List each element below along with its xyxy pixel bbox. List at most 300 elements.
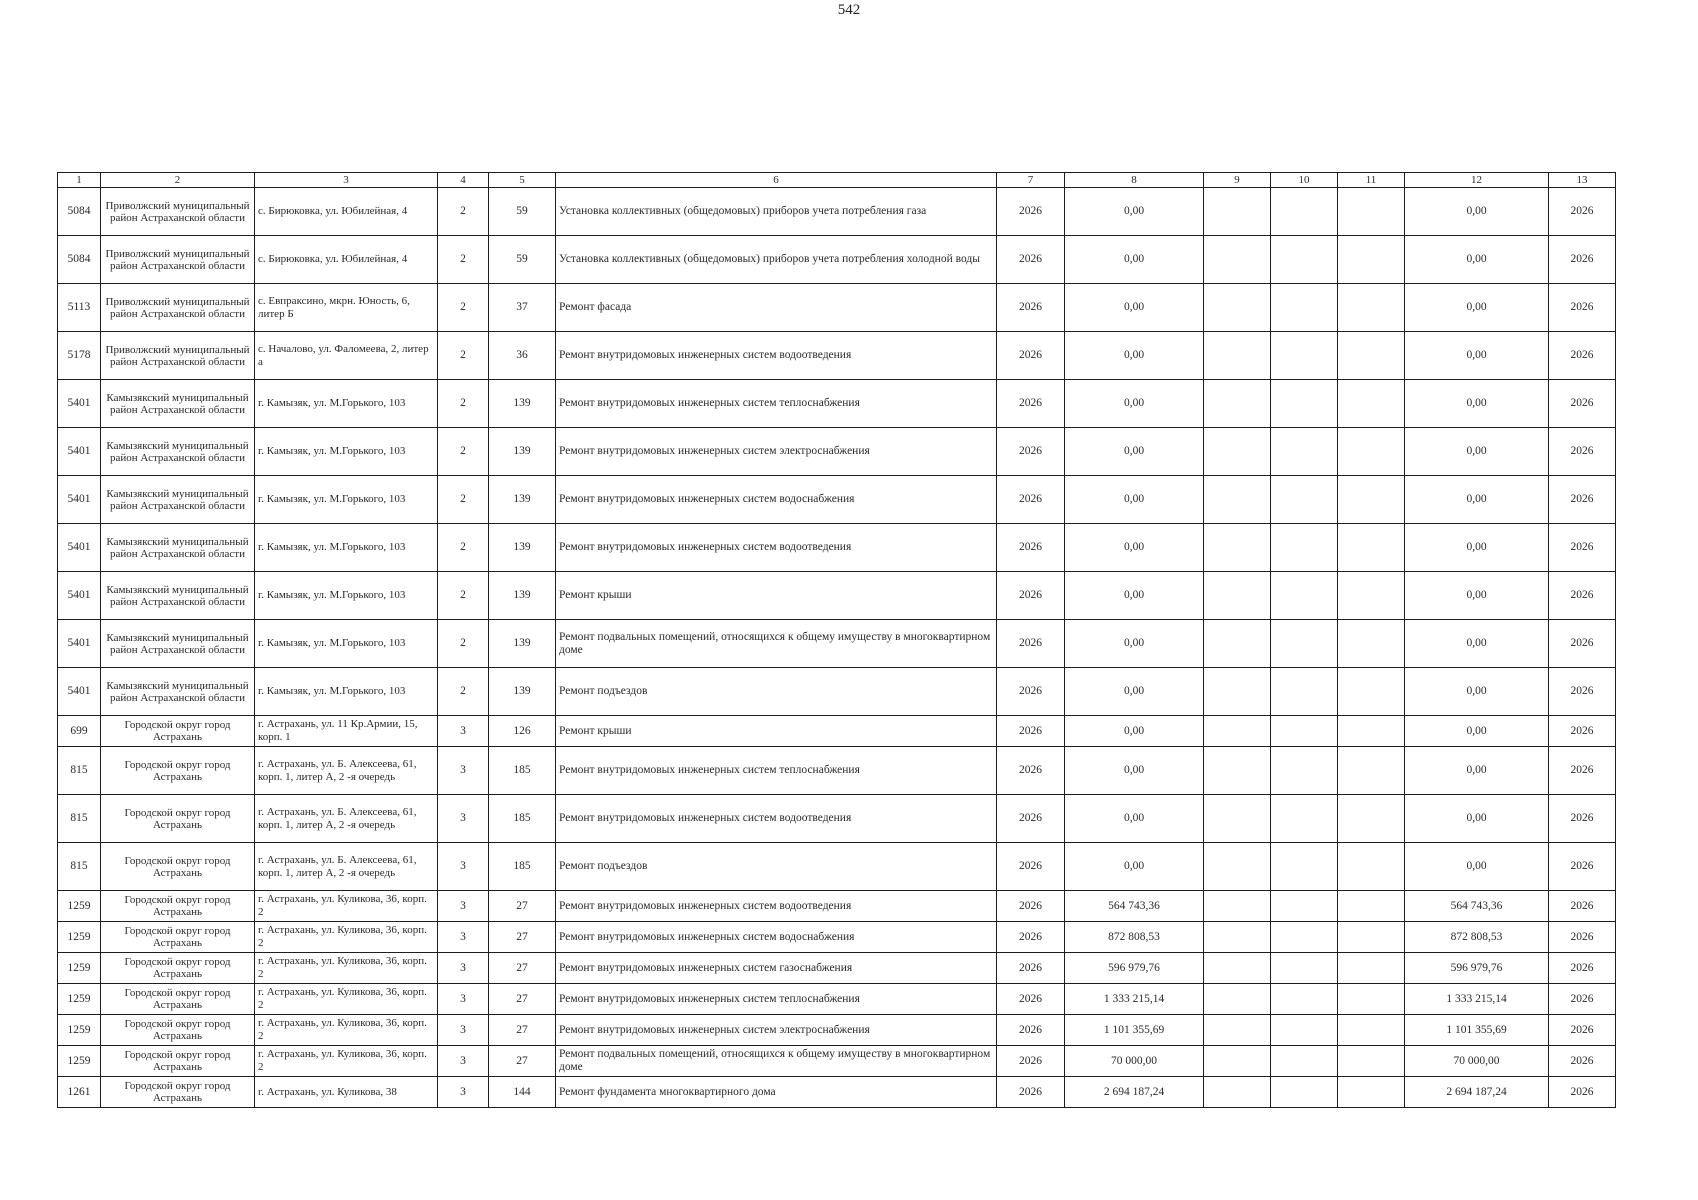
number-cell: 139	[489, 524, 556, 572]
table-row	[58, 716, 1616, 747]
table-row	[58, 843, 1616, 891]
number-cell: 144	[489, 1077, 556, 1108]
municipality-cell: Городской округ город Астрахань	[101, 795, 255, 843]
empty-cell	[1338, 428, 1405, 476]
empty-cell	[1204, 524, 1271, 572]
empty-cell	[1204, 236, 1271, 284]
empty-cell	[1338, 716, 1405, 747]
group-cell: 3	[438, 1015, 489, 1046]
total-cell: 564 743,36	[1405, 891, 1549, 922]
record-id: 699	[58, 716, 101, 747]
empty-cell	[1271, 747, 1338, 795]
address-cell: г. Астрахань, ул. Куликова, 36, корп. 2	[255, 922, 438, 953]
work-type-cell: Ремонт внутридомовых инженерных систем электроснабжения	[556, 1015, 997, 1046]
empty-cell	[1271, 922, 1338, 953]
number-cell: 139	[489, 380, 556, 428]
total-cell: 0,00	[1405, 236, 1549, 284]
empty-cell	[1271, 332, 1338, 380]
deadline-cell: 2026	[1549, 332, 1616, 380]
cost-cell: 0,00	[1065, 620, 1204, 668]
group-cell: 3	[438, 922, 489, 953]
number-cell: 27	[489, 891, 556, 922]
municipality-cell: Городской округ город Астрахань	[101, 922, 255, 953]
column-header: 1	[58, 173, 101, 188]
total-cell: 0,00	[1405, 843, 1549, 891]
empty-cell	[1338, 843, 1405, 891]
table-row	[58, 747, 1616, 795]
table-row	[58, 572, 1616, 620]
column-header: 5	[489, 173, 556, 188]
number-cell: 185	[489, 747, 556, 795]
deadline-cell: 2026	[1549, 891, 1616, 922]
group-cell: 2	[438, 428, 489, 476]
address-cell: г. Камызяк, ул. М.Горького, 103	[255, 380, 438, 428]
empty-cell	[1271, 843, 1338, 891]
column-header: 6	[556, 173, 997, 188]
table-row	[58, 795, 1616, 843]
number-cell: 139	[489, 428, 556, 476]
year-cell: 2026	[997, 332, 1065, 380]
number-cell: 27	[489, 953, 556, 984]
work-type-cell: Установка коллективных (общедомовых) приборов учета потребления холодной воды	[556, 236, 997, 284]
cost-cell: 0,00	[1065, 524, 1204, 572]
group-cell: 2	[438, 524, 489, 572]
year-cell: 2026	[997, 795, 1065, 843]
year-cell: 2026	[997, 428, 1065, 476]
deadline-cell: 2026	[1549, 1046, 1616, 1077]
address-cell: г. Камызяк, ул. М.Горького, 103	[255, 620, 438, 668]
address-cell: г. Астрахань, ул. Б. Алексеева, 61, корп. 1, литер А, 2 -я очередь	[255, 747, 438, 795]
empty-cell	[1204, 1046, 1271, 1077]
record-id: 5401	[58, 428, 101, 476]
year-cell: 2026	[997, 891, 1065, 922]
municipality-cell: Городской округ город Астрахань	[101, 984, 255, 1015]
column-header: 11	[1338, 173, 1405, 188]
empty-cell	[1204, 747, 1271, 795]
record-id: 815	[58, 843, 101, 891]
cost-cell: 0,00	[1065, 188, 1204, 236]
total-cell: 0,00	[1405, 747, 1549, 795]
deadline-cell: 2026	[1549, 1015, 1616, 1046]
cost-cell: 0,00	[1065, 716, 1204, 747]
table-row	[58, 891, 1616, 922]
work-type-cell: Ремонт внутридомовых инженерных систем водоотведения	[556, 891, 997, 922]
empty-cell	[1338, 668, 1405, 716]
year-cell: 2026	[997, 524, 1065, 572]
group-cell: 2	[438, 284, 489, 332]
column-header: 3	[255, 173, 438, 188]
total-cell: 0,00	[1405, 572, 1549, 620]
total-cell: 1 101 355,69	[1405, 1015, 1549, 1046]
municipality-cell: Приволжский муниципальный район Астраханской области	[101, 236, 255, 284]
empty-cell	[1271, 795, 1338, 843]
address-cell: г. Камызяк, ул. М.Горького, 103	[255, 668, 438, 716]
empty-cell	[1338, 891, 1405, 922]
empty-cell	[1338, 188, 1405, 236]
cost-cell: 0,00	[1065, 476, 1204, 524]
work-type-cell: Ремонт подвальных помещений, относящихся к общему имуществу в многоквартирном доме	[556, 620, 997, 668]
empty-cell	[1271, 476, 1338, 524]
number-cell: 36	[489, 332, 556, 380]
address-cell: г. Астрахань, ул. Б. Алексеева, 61, корп. 1, литер А, 2 -я очередь	[255, 795, 438, 843]
group-cell: 3	[438, 891, 489, 922]
year-cell: 2026	[997, 668, 1065, 716]
deadline-cell: 2026	[1549, 953, 1616, 984]
record-id: 1259	[58, 1046, 101, 1077]
deadline-cell: 2026	[1549, 843, 1616, 891]
work-type-cell: Установка коллективных (общедомовых) приборов учета потребления газа	[556, 188, 997, 236]
deadline-cell: 2026	[1549, 984, 1616, 1015]
empty-cell	[1338, 524, 1405, 572]
group-cell: 3	[438, 1046, 489, 1077]
table-row	[58, 332, 1616, 380]
number-cell: 139	[489, 620, 556, 668]
group-cell: 2	[438, 380, 489, 428]
deadline-cell: 2026	[1549, 236, 1616, 284]
column-header: 13	[1549, 173, 1616, 188]
address-cell: с. Началово, ул. Фаломеева, 2, литер а	[255, 332, 438, 380]
record-id: 5401	[58, 668, 101, 716]
record-id: 5084	[58, 188, 101, 236]
work-type-cell: Ремонт внутридомовых инженерных систем водоотведения	[556, 524, 997, 572]
table-row	[58, 188, 1616, 236]
cost-cell: 0,00	[1065, 236, 1204, 284]
municipality-cell: Приволжский муниципальный район Астраханской области	[101, 284, 255, 332]
work-type-cell: Ремонт фундамента многоквартирного дома	[556, 1077, 997, 1108]
total-cell: 1 333 215,14	[1405, 984, 1549, 1015]
work-type-cell: Ремонт внутридомовых инженерных систем водоотведения	[556, 795, 997, 843]
empty-cell	[1338, 1015, 1405, 1046]
cost-cell: 596 979,76	[1065, 953, 1204, 984]
empty-cell	[1204, 953, 1271, 984]
address-cell: г. Астрахань, ул. Куликова, 36, корп. 2	[255, 1046, 438, 1077]
number-cell: 185	[489, 843, 556, 891]
work-type-cell: Ремонт крыши	[556, 572, 997, 620]
table-row	[58, 476, 1616, 524]
work-type-cell: Ремонт подвальных помещений, относящихся к общему имуществу в многоквартирном доме	[556, 1046, 997, 1077]
total-cell: 0,00	[1405, 795, 1549, 843]
empty-cell	[1271, 953, 1338, 984]
record-id: 1259	[58, 922, 101, 953]
municipality-cell: Камызякский муниципальный район Астраханской области	[101, 428, 255, 476]
deadline-cell: 2026	[1549, 284, 1616, 332]
year-cell: 2026	[997, 984, 1065, 1015]
total-cell: 0,00	[1405, 284, 1549, 332]
year-cell: 2026	[997, 1046, 1065, 1077]
municipality-cell: Городской округ город Астрахань	[101, 747, 255, 795]
empty-cell	[1338, 380, 1405, 428]
cost-cell: 1 333 215,14	[1065, 984, 1204, 1015]
empty-cell	[1271, 1046, 1338, 1077]
address-cell: г. Астрахань, ул. Куликова, 38	[255, 1077, 438, 1108]
cost-cell: 70 000,00	[1065, 1046, 1204, 1077]
address-cell: с. Бирюковка, ул. Юбилейная, 4	[255, 188, 438, 236]
municipality-cell: Городской округ город Астрахань	[101, 953, 255, 984]
table-row	[58, 284, 1616, 332]
empty-cell	[1204, 188, 1271, 236]
empty-cell	[1204, 843, 1271, 891]
empty-cell	[1338, 922, 1405, 953]
work-type-cell: Ремонт внутридомовых инженерных систем теплоснабжения	[556, 380, 997, 428]
total-cell: 70 000,00	[1405, 1046, 1549, 1077]
empty-cell	[1338, 984, 1405, 1015]
cost-cell: 0,00	[1065, 332, 1204, 380]
empty-cell	[1338, 620, 1405, 668]
number-cell: 185	[489, 795, 556, 843]
record-id: 815	[58, 747, 101, 795]
total-cell: 872 808,53	[1405, 922, 1549, 953]
number-cell: 37	[489, 284, 556, 332]
empty-cell	[1338, 1077, 1405, 1108]
column-number-row	[58, 173, 1616, 188]
year-cell: 2026	[997, 236, 1065, 284]
group-cell: 2	[438, 620, 489, 668]
empty-cell	[1204, 1015, 1271, 1046]
table-row	[58, 1046, 1616, 1077]
total-cell: 0,00	[1405, 380, 1549, 428]
empty-cell	[1204, 1077, 1271, 1108]
empty-cell	[1338, 953, 1405, 984]
work-type-cell: Ремонт внутридомовых инженерных систем водоотведения	[556, 332, 997, 380]
empty-cell	[1204, 476, 1271, 524]
deadline-cell: 2026	[1549, 188, 1616, 236]
number-cell: 59	[489, 188, 556, 236]
work-type-cell: Ремонт внутридомовых инженерных систем водоснабжения	[556, 922, 997, 953]
column-header: 4	[438, 173, 489, 188]
municipality-cell: Камызякский муниципальный район Астраханской области	[101, 476, 255, 524]
table-row	[58, 428, 1616, 476]
empty-cell	[1338, 332, 1405, 380]
empty-cell	[1204, 380, 1271, 428]
group-cell: 3	[438, 747, 489, 795]
group-cell: 2	[438, 668, 489, 716]
cost-cell: 0,00	[1065, 747, 1204, 795]
table-row	[58, 620, 1616, 668]
deadline-cell: 2026	[1549, 476, 1616, 524]
number-cell: 59	[489, 236, 556, 284]
record-id: 1259	[58, 891, 101, 922]
empty-cell	[1271, 1077, 1338, 1108]
municipality-cell: Приволжский муниципальный район Астраханской области	[101, 188, 255, 236]
table-row	[58, 1077, 1616, 1108]
address-cell: г. Астрахань, ул. Куликова, 36, корп. 2	[255, 891, 438, 922]
work-type-cell: Ремонт внутридомовых инженерных систем электроснабжения	[556, 428, 997, 476]
municipality-cell: Камызякский муниципальный район Астраханской области	[101, 380, 255, 428]
deadline-cell: 2026	[1549, 922, 1616, 953]
empty-cell	[1204, 620, 1271, 668]
municipality-cell: Камызякский муниципальный район Астраханской области	[101, 524, 255, 572]
empty-cell	[1338, 795, 1405, 843]
group-cell: 3	[438, 984, 489, 1015]
deadline-cell: 2026	[1549, 1077, 1616, 1108]
record-id: 5401	[58, 476, 101, 524]
work-type-cell: Ремонт фасада	[556, 284, 997, 332]
deadline-cell: 2026	[1549, 428, 1616, 476]
cost-cell: 872 808,53	[1065, 922, 1204, 953]
year-cell: 2026	[997, 284, 1065, 332]
work-type-cell: Ремонт внутридомовых инженерных систем газоснабжения	[556, 953, 997, 984]
cost-cell: 1 101 355,69	[1065, 1015, 1204, 1046]
municipality-cell: Камызякский муниципальный район Астраханской области	[101, 668, 255, 716]
municipality-cell: Городской округ город Астрахань	[101, 843, 255, 891]
year-cell: 2026	[997, 572, 1065, 620]
deadline-cell: 2026	[1549, 795, 1616, 843]
empty-cell	[1204, 716, 1271, 747]
cost-cell: 2 694 187,24	[1065, 1077, 1204, 1108]
deadline-cell: 2026	[1549, 716, 1616, 747]
cost-cell: 0,00	[1065, 428, 1204, 476]
municipality-cell: Городской округ город Астрахань	[101, 1077, 255, 1108]
municipality-cell: Камызякский муниципальный район Астраханской области	[101, 572, 255, 620]
group-cell: 2	[438, 236, 489, 284]
year-cell: 2026	[997, 476, 1065, 524]
municipality-cell: Камызякский муниципальный район Астраханской области	[101, 620, 255, 668]
empty-cell	[1271, 524, 1338, 572]
address-cell: г. Астрахань, ул. Куликова, 36, корп. 2	[255, 953, 438, 984]
group-cell: 2	[438, 188, 489, 236]
column-header: 9	[1204, 173, 1271, 188]
empty-cell	[1271, 236, 1338, 284]
municipality-cell: Городской округ город Астрахань	[101, 716, 255, 747]
record-id: 1259	[58, 953, 101, 984]
municipality-cell: Городской округ город Астрахань	[101, 891, 255, 922]
deadline-cell: 2026	[1549, 620, 1616, 668]
year-cell: 2026	[997, 188, 1065, 236]
group-cell: 2	[438, 572, 489, 620]
table-row	[58, 380, 1616, 428]
empty-cell	[1204, 984, 1271, 1015]
group-cell: 2	[438, 332, 489, 380]
empty-cell	[1204, 428, 1271, 476]
municipality-cell: Приволжский муниципальный район Астраханской области	[101, 332, 255, 380]
cost-cell: 0,00	[1065, 380, 1204, 428]
empty-cell	[1271, 188, 1338, 236]
group-cell: 2	[438, 476, 489, 524]
empty-cell	[1271, 1015, 1338, 1046]
empty-cell	[1338, 476, 1405, 524]
municipality-cell: Городской округ город Астрахань	[101, 1015, 255, 1046]
column-header: 8	[1065, 173, 1204, 188]
year-cell: 2026	[997, 1015, 1065, 1046]
work-type-cell: Ремонт внутридомовых инженерных систем теплоснабжения	[556, 984, 997, 1015]
number-cell: 27	[489, 1046, 556, 1077]
cost-cell: 0,00	[1065, 795, 1204, 843]
table-row	[58, 668, 1616, 716]
number-cell: 139	[489, 476, 556, 524]
empty-cell	[1204, 284, 1271, 332]
total-cell: 0,00	[1405, 428, 1549, 476]
total-cell: 0,00	[1405, 668, 1549, 716]
address-cell: г. Камызяк, ул. М.Горького, 103	[255, 476, 438, 524]
number-cell: 139	[489, 668, 556, 716]
total-cell: 0,00	[1405, 620, 1549, 668]
empty-cell	[1271, 620, 1338, 668]
record-id: 5113	[58, 284, 101, 332]
empty-cell	[1271, 380, 1338, 428]
column-header: 7	[997, 173, 1065, 188]
repair-schedule-table	[57, 172, 1616, 1108]
empty-cell	[1204, 795, 1271, 843]
page-number: 542	[837, 2, 861, 18]
deadline-cell: 2026	[1549, 380, 1616, 428]
address-cell: г. Камызяк, ул. М.Горького, 103	[255, 572, 438, 620]
record-id: 815	[58, 795, 101, 843]
total-cell: 0,00	[1405, 524, 1549, 572]
empty-cell	[1271, 284, 1338, 332]
record-id: 5401	[58, 524, 101, 572]
number-cell: 126	[489, 716, 556, 747]
total-cell: 0,00	[1405, 716, 1549, 747]
group-cell: 3	[438, 1077, 489, 1108]
group-cell: 3	[438, 795, 489, 843]
record-id: 5401	[58, 572, 101, 620]
record-id: 1259	[58, 1015, 101, 1046]
deadline-cell: 2026	[1549, 747, 1616, 795]
total-cell: 596 979,76	[1405, 953, 1549, 984]
column-header: 2	[101, 173, 255, 188]
cost-cell: 0,00	[1065, 668, 1204, 716]
year-cell: 2026	[997, 716, 1065, 747]
number-cell: 27	[489, 1015, 556, 1046]
empty-cell	[1271, 668, 1338, 716]
year-cell: 2026	[997, 843, 1065, 891]
table-row	[58, 922, 1616, 953]
year-cell: 2026	[997, 747, 1065, 795]
address-cell: г. Камызяк, ул. М.Горького, 103	[255, 428, 438, 476]
empty-cell	[1338, 747, 1405, 795]
table-row	[58, 236, 1616, 284]
address-cell: г. Астрахань, ул. Куликова, 36, корп. 2	[255, 984, 438, 1015]
year-cell: 2026	[997, 953, 1065, 984]
work-type-cell: Ремонт внутридомовых инженерных систем теплоснабжения	[556, 747, 997, 795]
work-type-cell: Ремонт подъездов	[556, 668, 997, 716]
work-type-cell: Ремонт крыши	[556, 716, 997, 747]
work-type-cell: Ремонт внутридомовых инженерных систем водоснабжения	[556, 476, 997, 524]
table-row	[58, 984, 1616, 1015]
number-cell: 139	[489, 572, 556, 620]
empty-cell	[1271, 572, 1338, 620]
record-id: 5401	[58, 380, 101, 428]
empty-cell	[1338, 236, 1405, 284]
column-header: 10	[1271, 173, 1338, 188]
address-cell: г. Астрахань, ул. Куликова, 36, корп. 2	[255, 1015, 438, 1046]
column-header: 12	[1405, 173, 1549, 188]
empty-cell	[1338, 284, 1405, 332]
address-cell: с. Бирюковка, ул. Юбилейная, 4	[255, 236, 438, 284]
address-cell: г. Камызяк, ул. М.Горького, 103	[255, 524, 438, 572]
year-cell: 2026	[997, 922, 1065, 953]
record-id: 1261	[58, 1077, 101, 1108]
cost-cell: 0,00	[1065, 284, 1204, 332]
total-cell: 2 694 187,24	[1405, 1077, 1549, 1108]
address-cell: с. Евпраксино, мкрн. Юность, 6, литер Б	[255, 284, 438, 332]
year-cell: 2026	[997, 620, 1065, 668]
empty-cell	[1204, 332, 1271, 380]
year-cell: 2026	[997, 1077, 1065, 1108]
address-cell: г. Астрахань, ул. 11 Кр.Армии, 15, корп. 1	[255, 716, 438, 747]
empty-cell	[1338, 572, 1405, 620]
group-cell: 3	[438, 843, 489, 891]
empty-cell	[1271, 716, 1338, 747]
table-body	[58, 188, 1616, 1108]
deadline-cell: 2026	[1549, 524, 1616, 572]
empty-cell	[1204, 891, 1271, 922]
total-cell: 0,00	[1405, 476, 1549, 524]
number-cell: 27	[489, 922, 556, 953]
record-id: 5178	[58, 332, 101, 380]
table-row	[58, 1015, 1616, 1046]
table-row	[58, 953, 1616, 984]
